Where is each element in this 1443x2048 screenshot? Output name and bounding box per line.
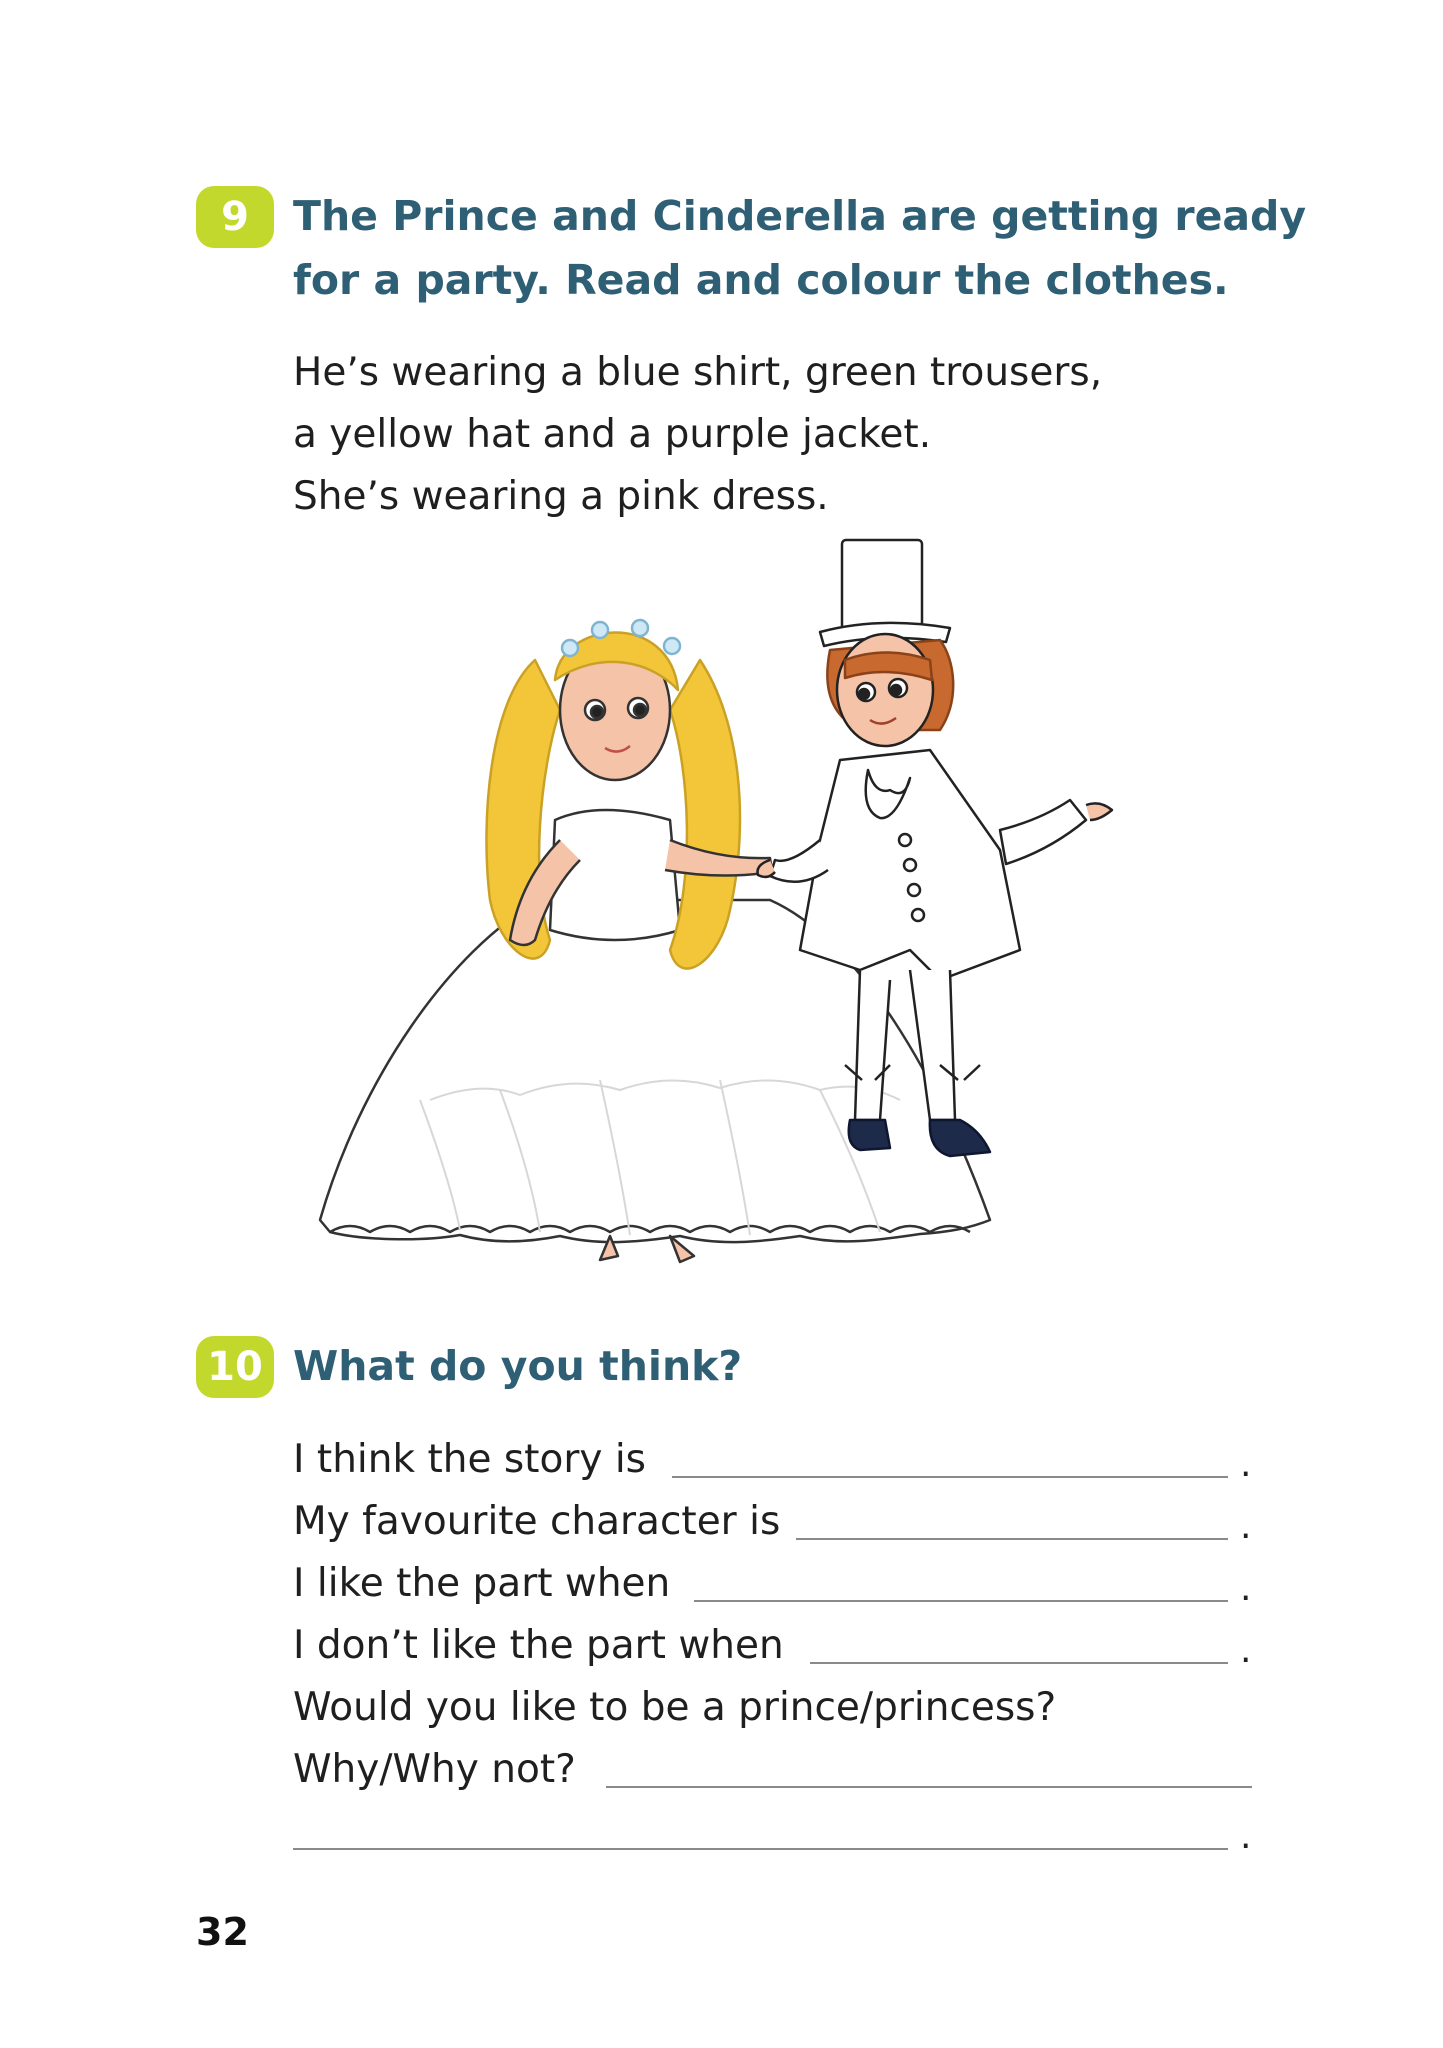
exercise-9-heading <box>293 184 1306 312</box>
prompt-row-story <box>293 1424 646 1486</box>
page-number: 32 <box>196 1910 249 1954</box>
prompt-label: Would you like to be a prince/princess? <box>293 1685 1057 1730</box>
full-stop: . <box>1240 1816 1252 1857</box>
full-stop: . <box>1240 1630 1252 1671</box>
exercise-9-instructions <box>293 342 1102 528</box>
prompt-label: My favourite character is <box>293 1499 781 1544</box>
prompt-row-dislike-part <box>293 1610 784 1672</box>
answer-line-like-part[interactable] <box>694 1600 1228 1602</box>
exercise-10-heading: What do you think? <box>293 1342 743 1390</box>
prompt-row-like-part <box>293 1548 670 1610</box>
answer-line-story[interactable] <box>672 1476 1228 1478</box>
answer-line-dislike-part[interactable] <box>810 1662 1228 1664</box>
prompt-label: I think the story is <box>293 1437 646 1482</box>
instruction-line: She’s wearing a pink dress. <box>293 474 829 519</box>
instruction-line: a yellow hat and a purple jacket. <box>293 412 932 457</box>
exercise-9-heading-line1: The Prince and Cinderella are getting ready <box>293 192 1307 240</box>
exercise-10-number: 10 <box>207 1344 263 1390</box>
prompt-row-prince-princess <box>293 1672 1056 1734</box>
prompt-row-why <box>293 1734 576 1796</box>
prompt-label: I don’t like the part when <box>293 1623 784 1668</box>
instruction-line: He’s wearing a blue shirt, green trousers, <box>293 350 1103 395</box>
prompt-label: Why/Why not? <box>293 1747 576 1792</box>
exercise-10-badge <box>196 1336 274 1398</box>
answer-line-why[interactable] <box>606 1786 1252 1788</box>
exercise-9-number: 9 <box>221 194 249 240</box>
full-stop: . <box>1240 1568 1252 1609</box>
exercise-9-heading-line2: for a party. Read and colour the clothes. <box>293 256 1229 304</box>
prompt-label: I like the part when <box>293 1561 671 1606</box>
answer-line-favourite-character[interactable] <box>796 1538 1228 1540</box>
prompt-row-favourite-character <box>293 1486 780 1548</box>
answer-line-why-continued[interactable] <box>293 1848 1228 1850</box>
full-stop: . <box>1240 1506 1252 1547</box>
exercise-9-badge <box>196 186 274 248</box>
cinderella-and-prince-illustration <box>300 520 1200 1280</box>
full-stop: . <box>1240 1444 1252 1485</box>
